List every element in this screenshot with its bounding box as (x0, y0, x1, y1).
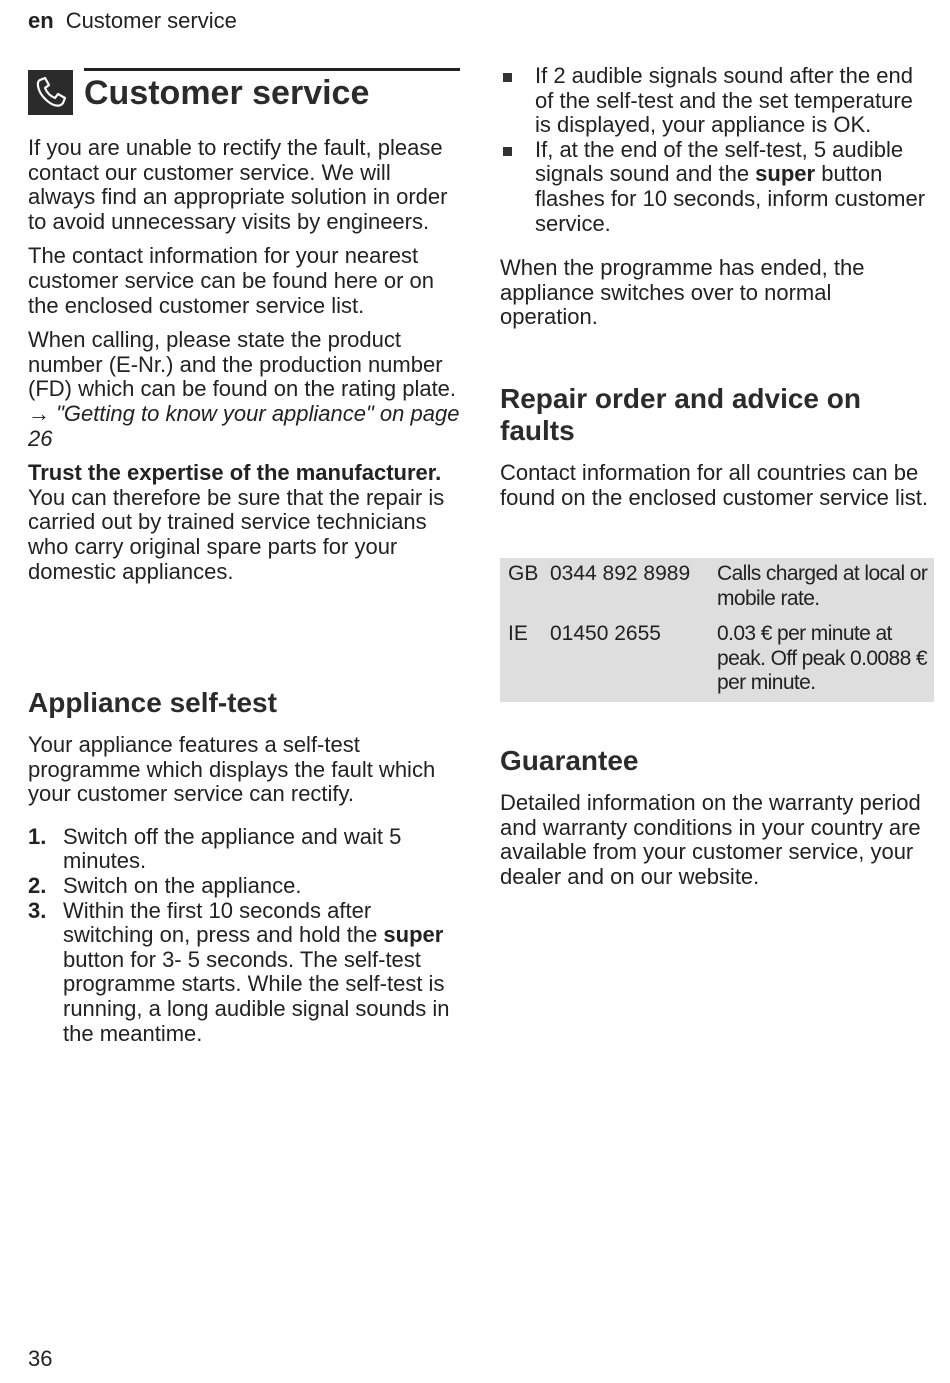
bullet-text: If 2 audible signals sound after the end of the self-test and the set temperature is displayed, your appliance is OK. (535, 63, 913, 138)
after-test-text: When the programme has ended, the appliance switches over to normal operation. (500, 255, 865, 330)
note-cell: Calls charged at local or mobile rate. (717, 562, 928, 610)
page-number: 36 (28, 1346, 53, 1371)
step-number: 1. (28, 823, 47, 849)
country-cell: GB (508, 562, 539, 585)
note-cell: 0.03 € per minute at peak. Off peak 0.0088 € per minute. (717, 622, 927, 694)
intro-section (28, 136, 460, 584)
guarantee-text: Detailed information on the warranty period and warranty conditions in your country are available from your customer service, your dealer and on our website. (500, 790, 921, 889)
phone-cell[interactable]: 01450 2655 (550, 622, 661, 645)
guarantee-section (500, 745, 934, 889)
guarantee-heading: Guarantee (500, 745, 639, 776)
result-bullets (500, 64, 934, 236)
step-text: Within the first 10 seconds after switching on, press and hold the (63, 897, 384, 948)
step-item (28, 899, 460, 1047)
header-section: Customer service (65, 8, 237, 33)
square-bullet-icon (503, 73, 512, 82)
step-text: Switch off the appliance and wait 5 minutes. (63, 823, 402, 874)
bullet-item (500, 64, 934, 138)
step-item (28, 825, 460, 874)
running-header (28, 8, 237, 34)
selftest-steps (28, 825, 460, 1046)
trust-text: You can therefore be sure that the repair is carried out by trained service technicians who carry original spare parts for your domestic appliances. (28, 484, 445, 584)
cross-reference-text: "Getting to know your appliance" on page 26 (28, 400, 460, 451)
step-text: Switch on the appliance. (63, 872, 302, 898)
step-number: 3. (28, 897, 47, 923)
step-text: button for 3- 5 seconds. The self-test programme starts. While the self-test is running, a long audible signal sounds in the meantime. (63, 946, 450, 1046)
phone-cell[interactable]: 0344 892 8989 (550, 562, 691, 585)
bullet-item (500, 138, 934, 236)
repair-text: Contact information for all countries can be found on the enclosed customer service list. (500, 460, 929, 510)
title-rule (84, 68, 460, 71)
page-title: Customer service (84, 74, 370, 112)
title-block (28, 68, 460, 116)
phone-icon (28, 70, 73, 115)
language-code: en (28, 8, 54, 33)
bullet-text: If, at the end of the self-test, 5 audible signals sound and the (535, 136, 904, 187)
contact-table (500, 558, 934, 702)
repair-heading: Repair order and advice on faults (500, 383, 861, 446)
intro-paragraph: When calling, please state the product number (E-Nr.) and the production number (FD) which can be found on the rating plate. (28, 327, 457, 402)
selftest-intro: Your appliance features a self-test programme which displays the fault which your customer service can rectify. (28, 732, 436, 807)
super-button-label: super (755, 161, 816, 187)
repair-section (500, 383, 934, 510)
country-cell: IE (508, 622, 528, 645)
selftest-section (28, 687, 460, 1046)
step-number: 2. (28, 872, 47, 898)
trust-paragraph (28, 461, 460, 584)
cross-reference-link[interactable] (28, 402, 460, 451)
selftest-results (500, 64, 934, 330)
step-item (28, 874, 460, 899)
square-bullet-icon (503, 147, 512, 156)
intro-paragraph: If you are unable to rectify the fault, please contact our customer service. We will always find an appropriate solution in order to avoid unnecessary visits by engineers. (28, 135, 448, 234)
bullet-text: button flashes for 10 seconds, inform customer service. (535, 161, 926, 236)
intro-paragraph: The contact information for your nearest customer service can be found here or on the enclosed customer service list. (28, 243, 435, 318)
super-button-label: super (383, 922, 444, 948)
selftest-heading: Appliance self-test (28, 687, 277, 718)
trust-bold: Trust the expertise of the manufacturer. (28, 460, 442, 486)
arrow-icon: → (28, 400, 50, 426)
